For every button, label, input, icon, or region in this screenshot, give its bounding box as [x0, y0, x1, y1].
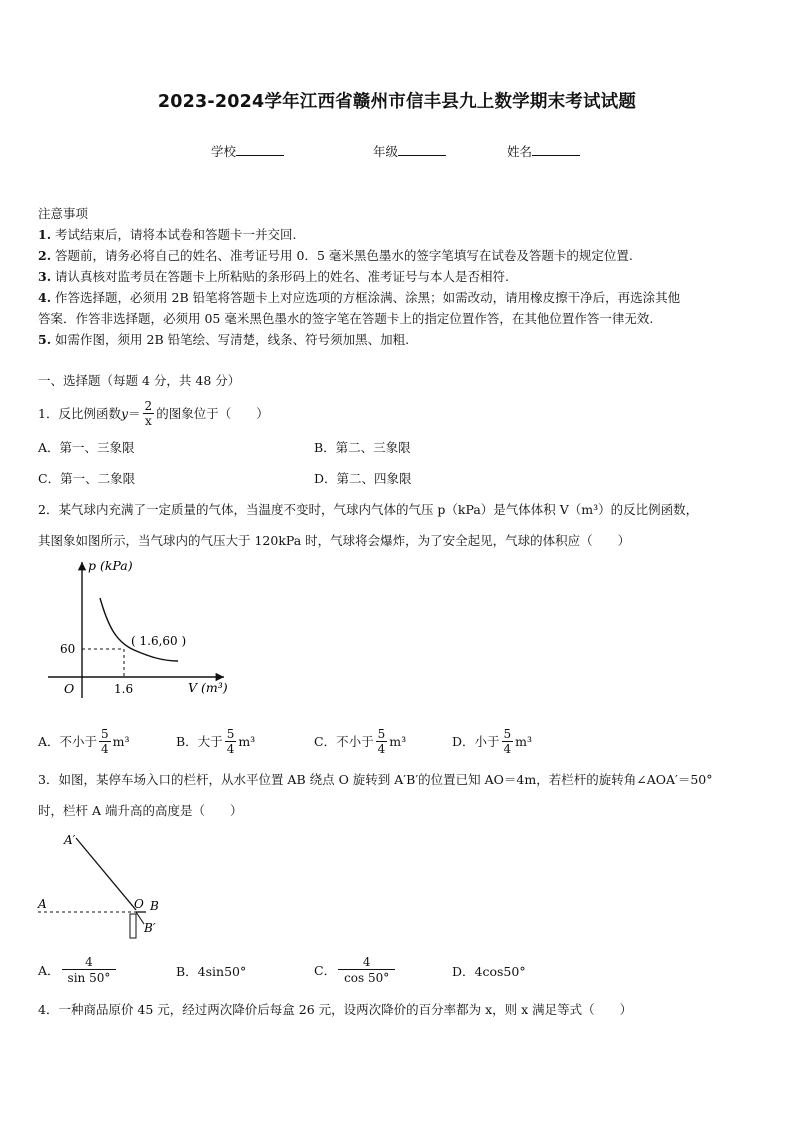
question-2-line-1: 2．某气球内充满了一定质量的气体，当温度不变时，气球内气体的气压 p（kPa）是气体体积 V（m³）的反比例函数，: [38, 502, 699, 517]
label-a-prime: A′: [64, 833, 76, 847]
pressure-volume-graph: [38, 556, 238, 702]
section-heading: 一、选择题（每题 4 分，共 48 分）: [38, 373, 241, 388]
question-3-line-1: 3．如图，某停车场入口的栏杆，从水平位置 AB 绕点 O 旋转到 A′B′的位置已知 AO＝4m，若栏杆的旋转角∠AOA′＝50°: [38, 772, 713, 787]
question-1-stem: 1．反比例函数 y ＝ $\frac{2}{x}$ 的图象位于（ ）: [38, 398, 269, 428]
barrier-b-prime-arm: [136, 912, 144, 924]
x-axis-label: V (m³): [188, 680, 228, 695]
school-label: 学校: [211, 144, 237, 159]
q2-option-a: A．不小于 $\frac{5}{4}$ m³: [38, 726, 130, 756]
q1-fraction: $\frac{2}{x}$: [144, 398, 153, 428]
barrier-post: [130, 914, 136, 938]
q1-option-c: C．第一、二象限: [38, 471, 136, 486]
grade-field: [373, 142, 446, 160]
notice-item: 1. 考试结束后，请将本试卷和答题卡一并交回.: [38, 227, 297, 242]
question-4-line-1: 4．一种商品原价 45 元，经过两次降价后每盒 26 元，设两次降价的百分率都为 x，则 x 满足等式（ ）: [38, 1002, 633, 1017]
notice-item: 4. 作答选择题，必须用 2B 铅笔将答题卡上对应选项的方框涂满、涂黑；如需改动，请用橡皮擦干净后，再选涂其他: [38, 290, 681, 305]
label-o: O: [134, 897, 144, 911]
q3-option-a: A． $\frac{4}{\sin 50^\circ}$: [38, 950, 118, 990]
q2-option-d: D．小于 $\frac{5}{4}$ m³: [452, 726, 533, 756]
x-tick-label: 1.6: [114, 682, 134, 696]
page-title: 2023-2024学年江西省赣州市信丰县九上数学期末考试试题: [157, 92, 637, 112]
point-label: ( 1.6,60 ): [131, 634, 187, 648]
notice-item: 5. 如需作图，须用 2B 铅笔绘、写清楚，线条、符号须加黑、加粗.: [38, 332, 410, 347]
name-label: 姓名: [507, 144, 533, 159]
y-axis-label: p (kPa): [88, 558, 133, 573]
school-field: [211, 142, 284, 160]
barrier-rotated: [76, 838, 136, 910]
school-blank: [236, 143, 284, 156]
notice-item-continued: 答案．作答非选择题，必须用 05 毫米黑色墨水的签字笔在答题卡上的指定位置作答，在其他位置作答一律无效.: [38, 311, 654, 326]
y-tick-label: 60: [60, 642, 76, 656]
q2-option-b: B．大于 $\frac{5}{4}$ m³: [176, 726, 256, 756]
q1-option-b: B．第二、三象限: [314, 440, 411, 455]
question-3-line-2: 时，栏杆 A 端升高的高度是（ ）: [38, 803, 243, 818]
grade-label: 年级: [373, 144, 399, 159]
label-b-prime: B′: [144, 921, 156, 935]
hyperbola-curve: [100, 598, 178, 661]
parking-barrier-figure: [32, 828, 172, 944]
q1-option-d: D．第二、四象限: [314, 471, 412, 486]
q1-option-a: A．第一、三象限: [38, 440, 135, 455]
label-a: A: [38, 897, 47, 911]
q3-option-b: B．4sin50°: [176, 964, 247, 979]
q2-option-c: C．不小于 $\frac{5}{4}$ m³: [314, 726, 407, 756]
grade-blank: [398, 143, 446, 156]
q3-option-c: C． $\frac{4}{\cos 50^\circ}$: [314, 950, 397, 990]
name-blank: [532, 143, 580, 156]
name-field: [507, 142, 580, 160]
q3-option-d: D．4cos50°: [452, 964, 526, 979]
notice-heading: 注意事项: [38, 206, 89, 221]
origin-label: O: [64, 681, 75, 696]
question-2-line-2: 其图象如图所示，当气球内的气压大于 120kPa 时，气球将会爆炸，为了安全起见，气球的体积应（ ）: [38, 533, 631, 548]
label-b: B: [150, 899, 159, 913]
notice-item: 2. 答题前，请务必将自己的姓名、准考证号用 0．5 毫米黑色墨水的签字笔填写在试卷及答题卡的规定位置.: [38, 248, 633, 263]
notice-item: 3. 请认真核对监考员在答题卡上所粘贴的条形码上的姓名、准考证号与本人是否相符.: [38, 269, 510, 284]
